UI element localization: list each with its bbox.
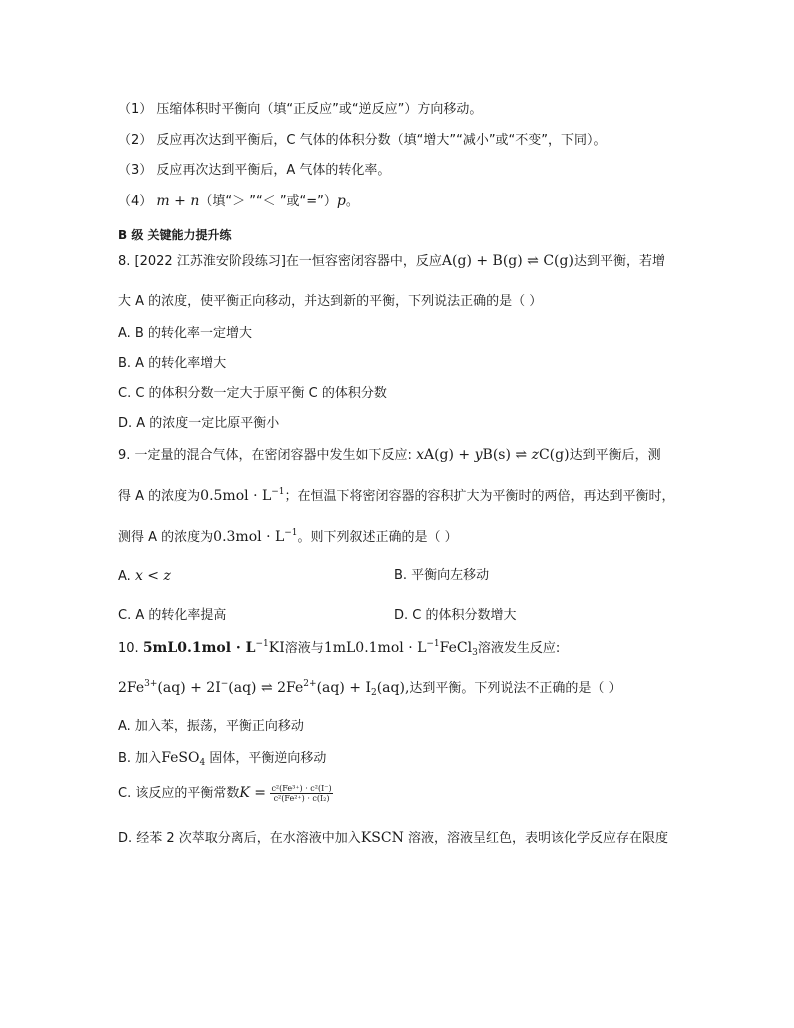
- q10-line-1: [118, 639, 560, 659]
- eq-part-c: (aq) ⇌ 2Fe: [228, 680, 304, 696]
- q9-b: B(s) ⇌: [482, 447, 532, 463]
- eq-sub-d: 2: [370, 688, 377, 698]
- q9-option-a-expression: x < z: [134, 568, 171, 584]
- q9-l3-tail: 。则下列叙述正确的是（ ）: [297, 530, 458, 545]
- q10-option-b-subscript: 4: [199, 758, 206, 768]
- eq-part-a: 2Fe: [118, 680, 145, 696]
- q9-l3-value: 0.3mol · L: [213, 529, 285, 545]
- q9-option-a: [118, 567, 171, 586]
- q4-expression: m + n: [156, 193, 200, 209]
- q10-option-d: [118, 829, 668, 848]
- q8-lead: 8. [2022 江苏淮安阶段练习]在一恒容密闭容器中，反应: [118, 254, 442, 269]
- q9-lead: 9. 一定量的混合气体，在密闭容器中发生如下反应:: [118, 448, 412, 463]
- question-4-text: [118, 192, 359, 211]
- question-3-text: （3） 反应再次达到平衡后，A 气体的转化率。: [118, 163, 391, 178]
- question-1-text: （1） 压缩体积时平衡向（填“正反应”或“逆反应”）方向移动。: [118, 102, 483, 117]
- q9-option-a-label: A.: [118, 569, 135, 584]
- q4-instruction: （填“＞ ”“＜ ”或“=”）: [199, 194, 337, 209]
- q8-option-b: B. A 的转化率增大: [118, 356, 227, 371]
- q9-l3-pre: 测得 A 的浓度为: [118, 530, 214, 545]
- q8-option-a: A. B 的转化率一定增大: [118, 326, 252, 341]
- q9-option-c: C. A 的转化率提高: [118, 608, 227, 623]
- q10-fecl3-exponent: −1: [426, 639, 440, 649]
- q10-number: 10.: [118, 641, 143, 656]
- q9-option-d: D. C 的体积分数增大: [394, 608, 517, 623]
- q9-l2-exponent: −1: [271, 487, 285, 497]
- eq-sup-a: 3+: [144, 679, 158, 689]
- eq-sup-c: 2+: [303, 679, 317, 689]
- q8-tail: 达到平衡，若增: [573, 254, 665, 269]
- q8-line-1: [118, 252, 665, 271]
- q10-ki-amount: 5mL0.1mol · L: [142, 640, 256, 656]
- eq-sup-b: −: [220, 679, 229, 689]
- q8-option-c: C. C 的体积分数一定大于原平衡 C 的体积分数: [118, 386, 387, 401]
- q9-tail: 达到平衡后，测: [569, 448, 661, 463]
- q10-option-b-pre: B. 加入: [118, 751, 162, 766]
- eq-part-b: (aq) + 2I: [157, 680, 221, 696]
- q9-a: A(g) +: [423, 447, 475, 463]
- fraction-denominator: c²(Fe²⁺) · c(I₂): [273, 794, 330, 803]
- q9-l3-exponent: −1: [284, 528, 298, 538]
- q10-option-b: [118, 749, 326, 769]
- q8-equation: A(g) + B(g) ⇌ C(g): [441, 253, 574, 269]
- eq-part-e: (aq),: [376, 680, 410, 696]
- q4-end: 。: [345, 194, 359, 209]
- q9-c: C(g): [538, 447, 570, 463]
- q10-ki-exponent: −1: [255, 639, 269, 649]
- q10-equation-line: [118, 679, 622, 699]
- q9-l2-pre: 得 A 的浓度为: [118, 489, 201, 504]
- q10-ki-formula: KI: [268, 640, 285, 656]
- q9-l2-value: 0.5mol · L: [200, 488, 272, 504]
- q9-l2-tail: ；在恒温下将密闭容器的容积扩大为平衡时的两倍，再达到平衡时，: [284, 489, 675, 504]
- q10-fecl3-amount: 1mL0.1mol · L: [323, 640, 427, 656]
- q9-line-2: [118, 487, 675, 507]
- q10-option-c: [118, 784, 333, 803]
- q10-option-c-equals: =: [249, 785, 271, 801]
- q9-y: y: [474, 447, 483, 463]
- q9-line-1: [118, 446, 661, 465]
- q10-option-c-k: K: [239, 785, 250, 801]
- q8-line-2: 大 A 的浓度，使平衡正向移动，并达到新的平衡，下列说法正确的是（ ）: [118, 294, 543, 309]
- q10-option-d-pre: D. 经苯 2 次萃取分离后，在水溶液中加入: [118, 831, 361, 846]
- q4-variable-p: p: [336, 193, 346, 209]
- q10-option-a: A. 加入苯，振荡，平衡正向移动: [118, 719, 304, 734]
- q9-line-3: [118, 528, 458, 548]
- q10-option-d-chem: KSCN: [360, 830, 404, 846]
- fraction-numerator: c²(Fe³⁺) · c²(I⁻): [271, 784, 332, 793]
- equilibrium-constant-fraction: [270, 784, 332, 803]
- q10-text-1: 溶液与: [284, 641, 324, 656]
- eq-tail: 达到平衡。下列说法不正确的是（ ）: [409, 681, 622, 696]
- q10-option-d-tail: 溶液，溶液呈红色，表明该化学反应存在限度: [403, 831, 668, 846]
- q10-option-b-chem: FeSO: [161, 750, 200, 766]
- q10-option-b-tail: 固体，平衡逆向移动: [205, 751, 327, 766]
- q10-fecl3-formula: FeCl: [439, 640, 473, 656]
- q9-x: x: [416, 447, 424, 463]
- section-title: B 级 关键能力提升练: [118, 228, 232, 242]
- q4-prefix: （4）: [118, 194, 157, 209]
- q9-option-b: B. 平衡向左移动: [394, 568, 490, 583]
- q10-fecl3-subscript: 3: [472, 648, 478, 658]
- q8-option-d: D. A 的浓度一定比原平衡小: [118, 416, 280, 431]
- q10-option-c-pre: C. 该反应的平衡常数: [118, 786, 240, 801]
- q9-z: z: [531, 447, 539, 463]
- q10-text-2: 溶液发生反应:: [477, 641, 561, 656]
- question-2-text: （2） 反应再次达到平衡后，C 气体的体积分数（填“增大”“减小”或“不变”，下同）。: [118, 133, 607, 148]
- eq-part-d: (aq) + I: [316, 680, 371, 696]
